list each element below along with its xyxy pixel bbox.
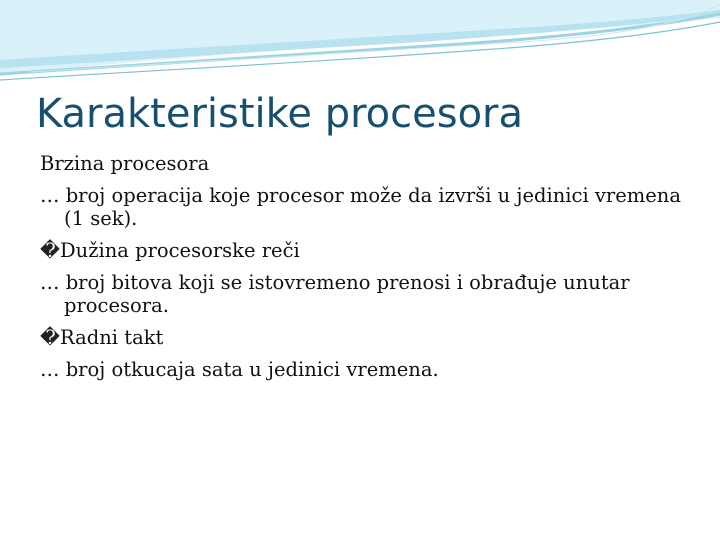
paragraph-clock-heading (40, 326, 690, 349)
bullet-glyph: � (40, 326, 60, 349)
paragraph-speed-heading (40, 152, 690, 175)
paragraph-word-length-definition (40, 271, 690, 317)
paragraph-speed-definition (40, 184, 690, 230)
paragraph-text: … broj otkucaja sata u jedinici vremena. (40, 358, 439, 381)
paragraph-text: … broj operacija koje procesor može da izvrši u jedinici vremena (1 sek). (40, 184, 681, 230)
header-decoration (0, 0, 720, 90)
slide-title: Karakteristike procesora (36, 91, 524, 137)
paragraph-text: Radni takt (60, 326, 164, 349)
slide-body (40, 152, 690, 390)
paragraph-clock-definition (40, 358, 690, 381)
paragraph-text: Dužina procesorske reči (60, 239, 300, 262)
bullet-glyph: � (40, 239, 60, 262)
paragraph-text: Brzina procesora (40, 152, 210, 175)
paragraph-word-length-heading (40, 239, 690, 262)
paragraph-text: … broj bitova koji se istovremeno prenosi i obrađuje unutar procesora. (40, 271, 630, 317)
